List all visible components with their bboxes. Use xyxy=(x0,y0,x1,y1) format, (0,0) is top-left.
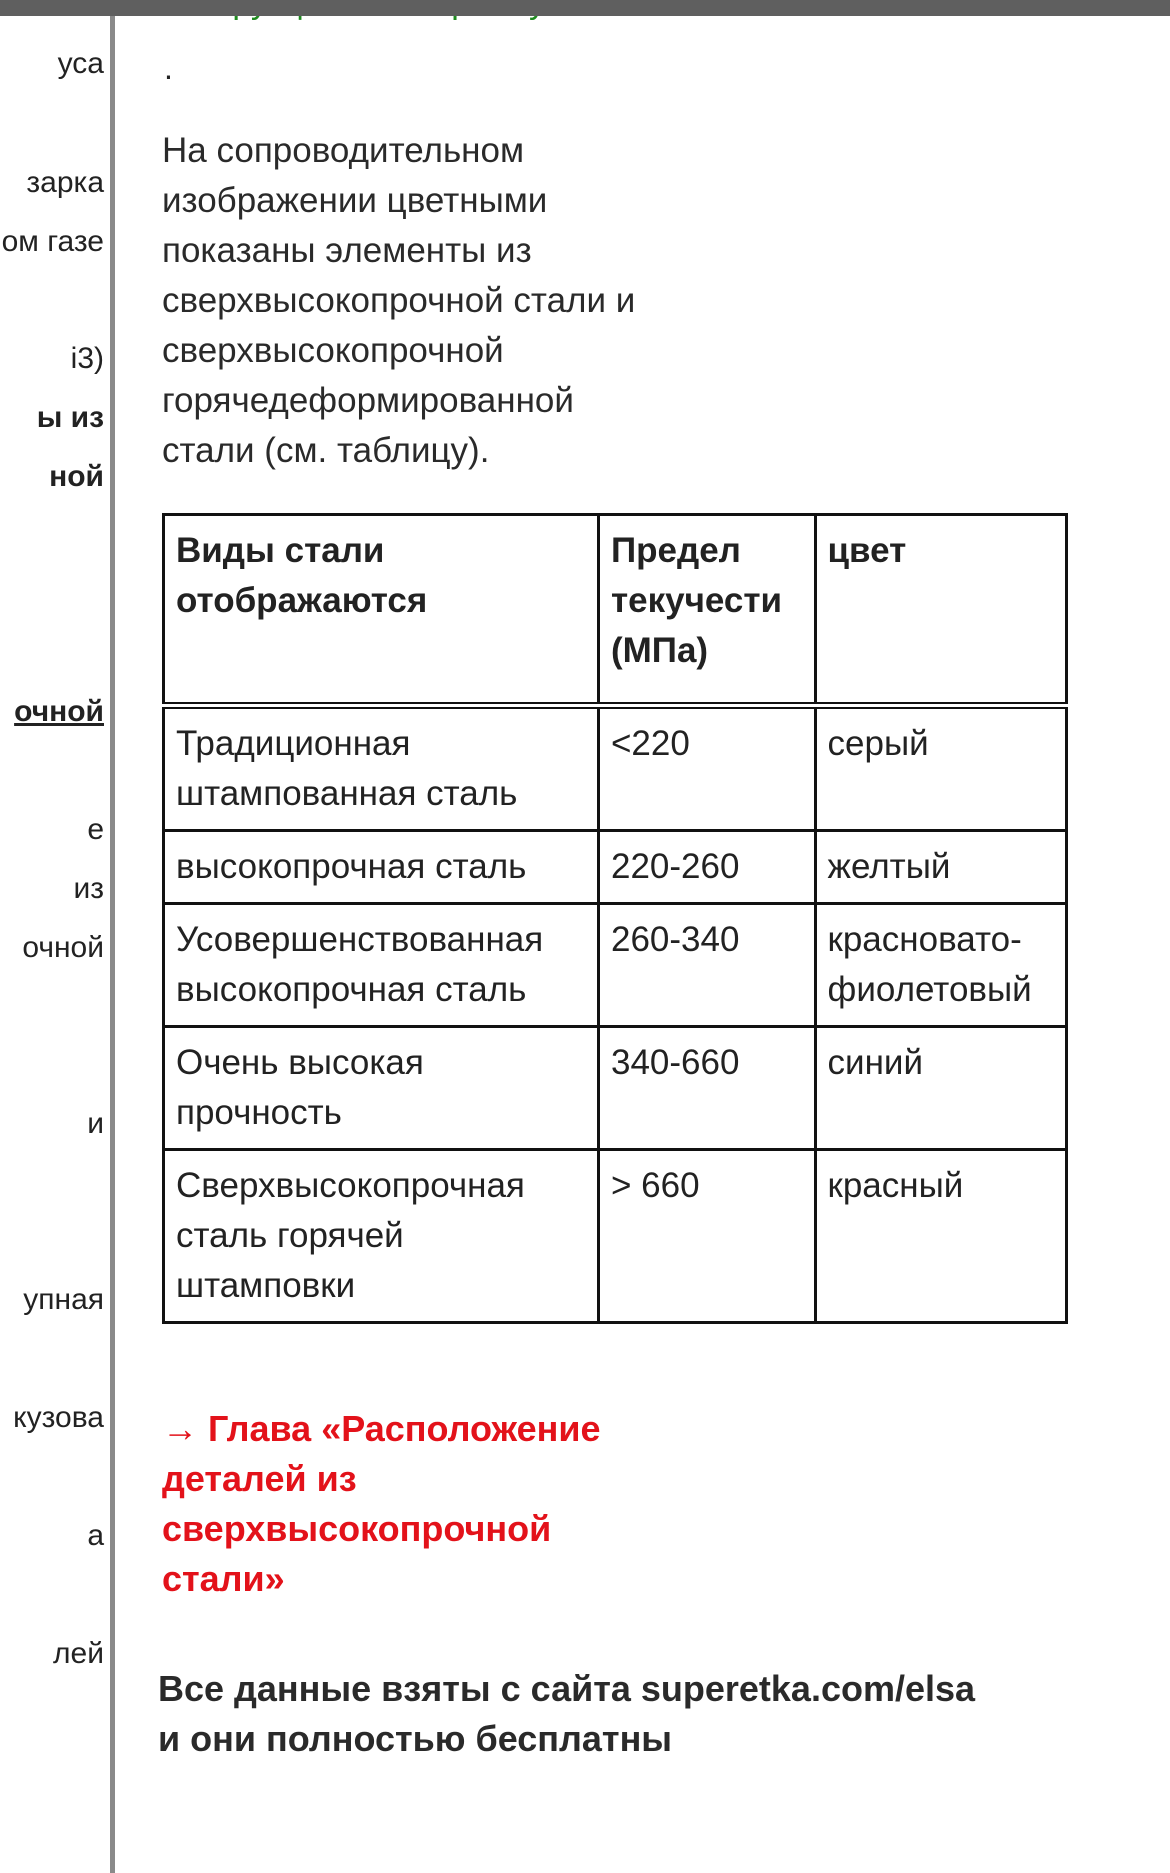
sidebar-item[interactable]: из xyxy=(73,872,104,905)
table-header-row xyxy=(164,515,1067,706)
cell-steel-type xyxy=(164,706,599,831)
header-yield-strength xyxy=(598,515,815,706)
cell-text: 260-340 xyxy=(610,920,740,959)
sidebar-item-current[interactable]: очной xyxy=(14,695,104,728)
cell-text: Очень высокая xyxy=(176,1043,424,1082)
cell-text: сталь горячей xyxy=(176,1216,404,1255)
sidebar-item[interactable]: i3) xyxy=(70,342,104,375)
cell-text: фиолетовый xyxy=(827,970,1032,1009)
cell-text: <220 xyxy=(610,724,690,763)
sidebar-item-active[interactable]: ной xyxy=(49,460,104,493)
cell-steel-type xyxy=(164,1027,599,1150)
paragraph-line: горячедеформированной xyxy=(162,381,574,420)
header-text: Предел xyxy=(610,531,741,570)
header-text: отображаются xyxy=(176,581,428,620)
cell-yield xyxy=(598,1027,815,1150)
paragraph-line: На сопроводительном xyxy=(162,131,525,170)
chapter-link-line[interactable]: стали» xyxy=(162,1558,285,1599)
cell-text: прочность xyxy=(176,1093,342,1132)
cell-text: 220-260 xyxy=(610,847,740,886)
cell-yield xyxy=(598,904,815,1027)
table-row xyxy=(164,706,1067,831)
cell-color xyxy=(815,904,1066,1027)
source-note xyxy=(158,1664,975,1764)
sidebar-item[interactable]: упная xyxy=(23,1283,104,1316)
cell-color xyxy=(815,1150,1066,1323)
header-steel-type xyxy=(164,515,599,706)
header-text: цвет xyxy=(827,531,907,570)
cell-text: высокопрочная сталь xyxy=(176,970,527,1009)
cell-text: красновато- xyxy=(827,920,1022,959)
source-note-line: и они полностью бесплатны xyxy=(158,1718,673,1759)
top-bar xyxy=(0,0,1170,16)
paragraph-line: показаны элементы из xyxy=(162,231,532,270)
cell-yield xyxy=(598,831,815,904)
cell-steel-type xyxy=(164,1150,599,1323)
paragraph-line: сверхвысокопрочной стали и xyxy=(162,281,636,320)
table-row xyxy=(164,1150,1067,1323)
sidebar-item[interactable]: лей xyxy=(53,1637,104,1670)
cell-yield xyxy=(598,1150,815,1323)
sidebar-item[interactable]: и xyxy=(87,1107,104,1140)
paragraph-line: сверхвысокопрочной xyxy=(162,331,504,370)
header-text: текучести xyxy=(610,581,783,620)
chapter-link-line[interactable]: → Глава «Расположение xyxy=(162,1408,601,1449)
header-text: (МПа) xyxy=(610,631,709,670)
steel-types-table xyxy=(162,513,1068,1324)
chapter-link-uhss-parts[interactable] xyxy=(162,1404,601,1604)
source-note-line: Все данные взяты с сайта superetka.com/elsa xyxy=(158,1668,976,1709)
cell-text: 340-660 xyxy=(610,1043,740,1082)
cell-text: Усовершенствованная xyxy=(176,920,544,959)
cell-text: желтый xyxy=(827,847,951,886)
cell-text: высокопрочная сталь xyxy=(176,847,527,886)
cell-text: Традиционная xyxy=(176,724,411,763)
header-text: Виды стали xyxy=(176,531,385,570)
cell-steel-type xyxy=(164,904,599,1027)
sidebar-item[interactable]: очной xyxy=(22,931,104,964)
cell-steel-type xyxy=(164,831,599,904)
sidebar-item[interactable]: е xyxy=(87,813,104,846)
cell-text: синий xyxy=(827,1043,924,1082)
table-row xyxy=(164,831,1067,904)
sidebar-item[interactable]: кузова xyxy=(13,1401,104,1434)
cell-color xyxy=(815,706,1066,831)
cell-yield xyxy=(598,706,815,831)
cell-text: Сверхвысокопрочная xyxy=(176,1166,525,1205)
table-row xyxy=(164,904,1067,1027)
cell-color xyxy=(815,1027,1066,1150)
cell-text: штампованная сталь xyxy=(176,774,518,813)
paragraph-line: изображении цветными xyxy=(162,181,548,220)
sidebar-divider[interactable] xyxy=(110,0,115,1873)
sidebar-item-active[interactable]: ы из xyxy=(36,401,104,434)
sidebar-item[interactable]: ом газе xyxy=(1,225,104,258)
intro-paragraph xyxy=(162,126,762,476)
paragraph-line: стали (см. таблицу). xyxy=(162,431,490,470)
table-row xyxy=(164,1027,1067,1150)
cell-text: серый xyxy=(827,724,929,763)
punctuation-dot: . xyxy=(164,50,173,86)
sidebar-item[interactable]: а xyxy=(87,1519,104,1552)
chapter-link-line[interactable]: деталей из xyxy=(162,1458,357,1499)
sidebar-item[interactable]: зарка xyxy=(26,166,104,199)
cell-color xyxy=(815,831,1066,904)
cell-text: > 660 xyxy=(610,1166,700,1205)
cell-text: штамповки xyxy=(176,1266,356,1305)
sidebar-item[interactable]: уса xyxy=(57,47,104,80)
chapter-link-line[interactable]: сверхвысокопрочной xyxy=(162,1508,552,1549)
sidebar-toc xyxy=(0,0,110,1873)
header-color xyxy=(815,515,1066,706)
cell-text: красный xyxy=(827,1166,964,1205)
